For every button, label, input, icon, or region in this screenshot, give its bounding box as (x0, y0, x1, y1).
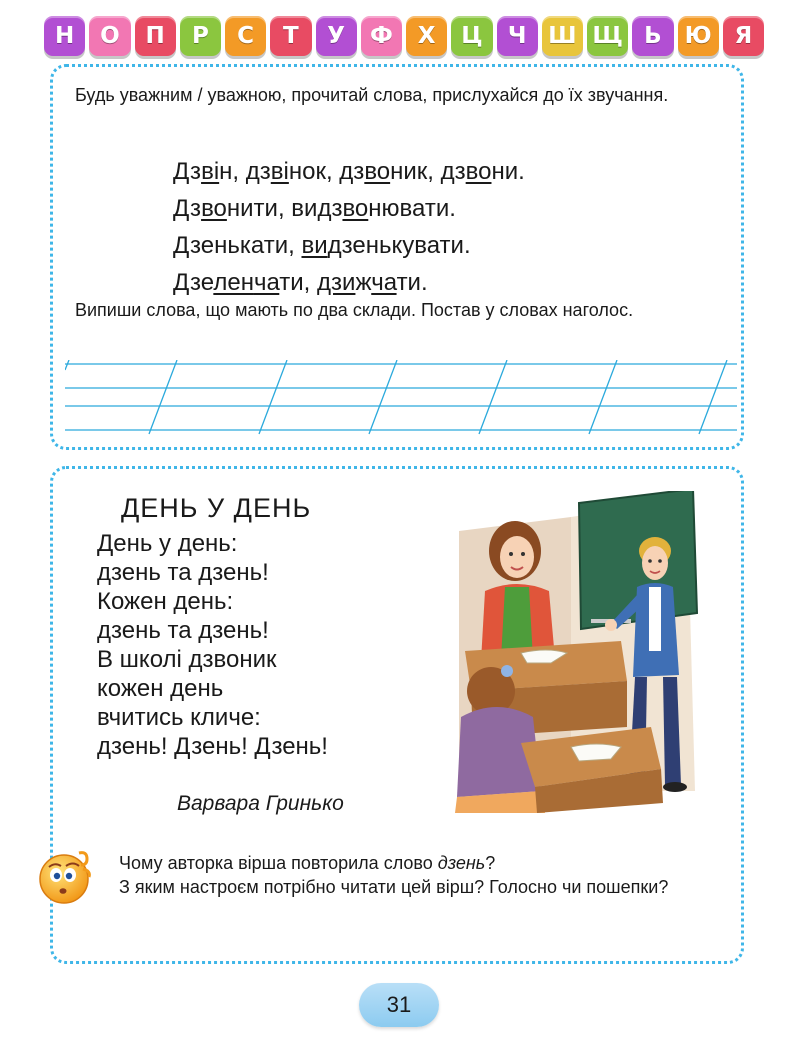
poem-line: кожен день (97, 675, 224, 702)
question-2: З яким настроєм потрібно читати цей вірш? Голосно чи пошепки? (119, 877, 669, 897)
word-list (173, 153, 525, 301)
word-line: Дзвонити, видзвонювати. (173, 195, 456, 222)
task-text: Випиши слова, що мають по два склади. Постав у словах наголос. (75, 300, 634, 320)
alphabet-letter-tile: Р (180, 16, 221, 56)
thinking-face-icon (37, 847, 95, 905)
poem-author: Варвара Гринько (177, 792, 344, 815)
alphabet-letter-tile: Н (44, 16, 85, 56)
poem-line: дзень та дзень! (97, 617, 269, 644)
word-line: Дзеленчати, дзижчати. (173, 269, 428, 296)
poem-line: День у день: (97, 530, 238, 557)
alphabet-letter-tile: Щ (587, 16, 628, 56)
poem-line: В школі дзвоник (97, 646, 277, 673)
poem-box (50, 466, 744, 964)
page-number: 31 (359, 983, 439, 1027)
alphabet-letter-tile: Т (270, 16, 311, 56)
alphabet-letter-tile: О (89, 16, 130, 56)
alphabet-letter-tile: Ь (632, 16, 673, 56)
writing-lines (65, 360, 737, 440)
poem-title: ДЕНЬ У ДЕНЬ (121, 493, 312, 523)
poem-line: Кожен день: (97, 588, 234, 615)
alphabet-letter-tile: У (316, 16, 357, 56)
questions-text (119, 851, 719, 899)
alphabet-letter-tile: Ш (542, 16, 583, 56)
alphabet-letter-tile: Х (406, 16, 447, 56)
alphabet-letter-tile: Ф (361, 16, 402, 56)
alphabet-letter-tile: П (135, 16, 176, 56)
question-1: Чому авторка вірша повторила слово дзень? (119, 853, 496, 873)
classroom-illustration (451, 491, 699, 813)
alphabet-strip (44, 16, 764, 60)
instruction-text: Будь уважним / уважною, прочитай слова, прислухайся до їх звучання. (75, 85, 669, 105)
alphabet-letter-tile: С (225, 16, 266, 56)
poem-line: дзень! Дзень! Дзень! (97, 733, 328, 760)
alphabet-letter-tile: Ч (497, 16, 538, 56)
alphabet-letter-tile: Ц (451, 16, 492, 56)
word-line: Дзенькати, видзенькувати. (173, 232, 471, 259)
poem-line: дзень та дзень! (97, 559, 269, 586)
word-line: Дзвін, дзвінок, дзвоник, дзвони. (173, 158, 525, 185)
alphabet-letter-tile: Я (723, 16, 764, 56)
poem-line: вчитись кличе: (97, 704, 261, 731)
exercise-box-words (50, 64, 744, 450)
alphabet-letter-tile: Ю (678, 16, 719, 56)
poem-text (97, 529, 328, 761)
